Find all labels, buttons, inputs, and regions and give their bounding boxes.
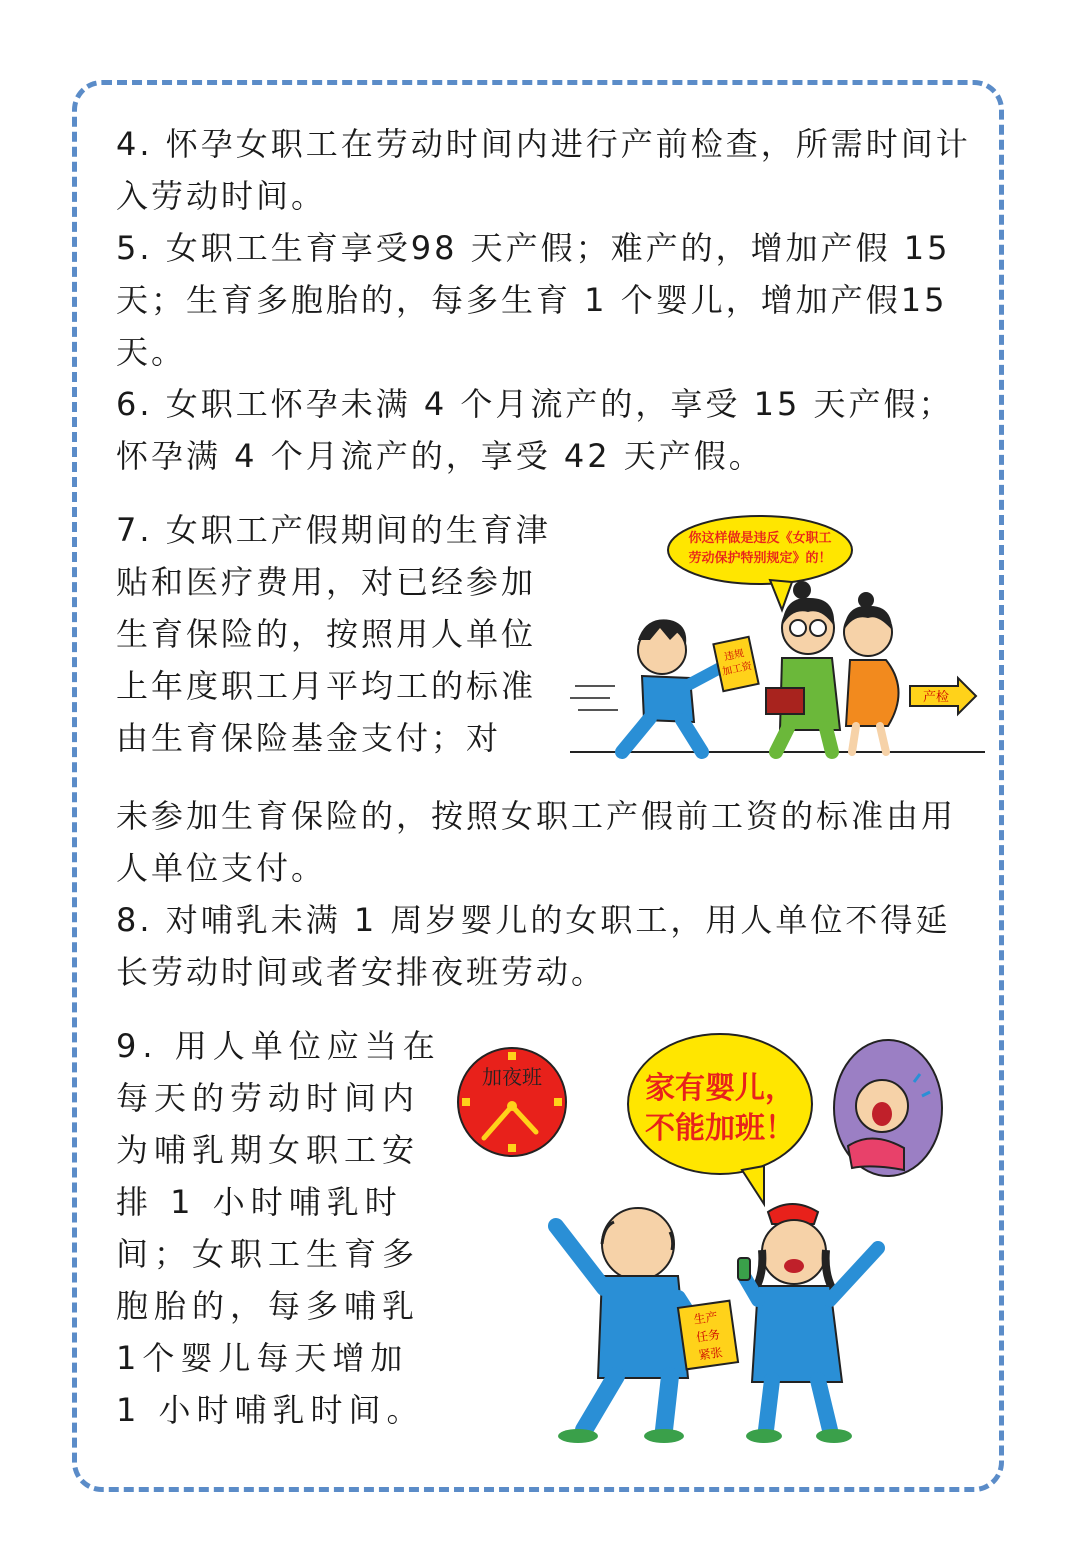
illustration-night-shift xyxy=(452,1026,960,1446)
doc-text-1: 违规 xyxy=(723,648,746,664)
paragraph-9: 9. 用人单位应当在每天的劳动时间内为哺乳期女职工安排 1 小时哺乳时间；女职工生育多胞胎的，每多哺乳1个婴儿每天增加 1 小时哺乳时间。 xyxy=(116,1027,441,1429)
clock-label: 加夜班 xyxy=(482,1065,542,1089)
clock-icon xyxy=(458,1048,566,1156)
crying-baby-icon xyxy=(834,1040,942,1176)
prenatal-arrow-sign xyxy=(910,678,976,714)
woman-worker xyxy=(738,1204,878,1443)
illustration-prenatal-checkup xyxy=(570,500,990,762)
speech-line-1: 家有婴儿， xyxy=(645,1071,795,1106)
pregnant-woman xyxy=(844,592,899,752)
paragraph-7-part2: 未参加生育保险的，按照女职工产假前工资的标准由用人单位支付。 xyxy=(116,797,957,887)
speech-bubble xyxy=(668,516,852,610)
paragraph-5: 5. 女职工生育享受98 天产假；难产的，增加产假 15 天；生育多胞胎的，每多生育 1 个婴儿，增加产假15天。 xyxy=(116,229,951,371)
paragraph-4: 4. 怀孕女职工在劳动时间内进行产前检查，所需时间计入劳动时间。 xyxy=(116,125,971,215)
bald-man-manager xyxy=(556,1208,738,1443)
paragraph-7-part1: 7. 女职工产假期间的生育津贴和医疗费用，对已经参加生育保险的，按照用人单位上年度职工月平均工的标准由生育保险基金支付；对 xyxy=(116,511,551,757)
woman-green-suit xyxy=(766,581,840,752)
doc-text-3: 紧张 xyxy=(697,1345,724,1363)
running-man xyxy=(622,619,759,752)
speech-bubble xyxy=(628,1034,812,1204)
doc-text-2: 任务 xyxy=(695,1327,722,1345)
doc-text-1: 生产 xyxy=(692,1309,719,1327)
speech-line-2: 劳动保护特别规定》的！ xyxy=(688,551,832,566)
speech-line-1: 你这样做是违反《女职工 xyxy=(688,531,832,546)
paragraph-6: 6. 女职工怀孕未满 4 个月流产的，享受 15 天产假；怀孕满 4 个月流产的，享受 42 天产假。 xyxy=(116,385,954,475)
doc-text-2: 加工资 xyxy=(721,660,753,678)
paragraph-8: 8. 对哺乳未满 1 周岁婴儿的女职工，用人单位不得延长劳动时间或者安排夜班劳动。 xyxy=(116,901,951,991)
speech-line-2: 不能加班！ xyxy=(645,1111,795,1146)
arrow-sign-text: 产检 xyxy=(922,690,950,705)
speed-lines xyxy=(570,686,618,710)
